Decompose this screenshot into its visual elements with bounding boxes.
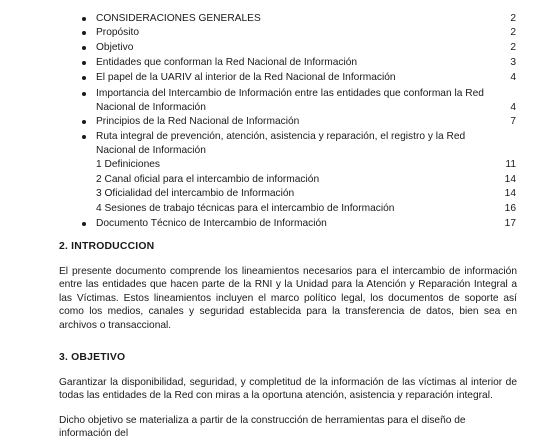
bullet-icon [82,46,86,50]
toc-item-title: Importancia del Intercambio de Información entre las entidades que conforman la Red Nacional de Información [96,88,484,113]
toc-item-title: 2 Canal oficial para el intercambio de información [96,174,320,185]
toc-item-page: 4 [510,102,516,113]
toc-item-page: 4 [510,72,516,83]
toc-item-title: CONSIDERACIONES GENERALES [96,13,261,24]
section-paragraph-continuation: Dicho objetivo se materializa a partir de la construcción de herramientas para el diseño de información del [59,415,466,440]
toc-item-title: Entidades que conforman la Red Nacional de Información [96,57,358,68]
toc-item-title: Documento Técnico de Intercambio de Información [96,218,327,229]
toc-item-title: 1 Definiciones [96,159,160,170]
toc-item-page: 14 [504,174,516,185]
bullet-icon [82,61,86,65]
toc-item-page: 16 [504,203,516,214]
bullet-icon [82,31,86,35]
bullet-icon [82,120,86,124]
toc-item-page: 17 [504,218,516,229]
toc-item-title: Propósito [96,27,140,38]
section-heading-introduccion: 2. INTRODUCCION [59,241,155,252]
toc-item-title: Objetivo [96,42,134,53]
section-paragraph-objetivo: Garantizar la disponibilidad, seguridad, y completitud de la información de las víctimas al interior de todas las entidades de la Red con miras a la oportuna atención, asistencia y reparación integral. [59,377,517,402]
toc-item-page: 11 [505,159,516,170]
toc-item-page: 14 [504,188,516,199]
bullet-icon [82,76,86,80]
toc-item-page: 7 [510,116,516,127]
toc-item-title: Ruta integral de prevención, atención, asistencia y reparación, el registro y la Red Nacional de Información [96,131,466,156]
bullet-icon [82,135,86,139]
toc-item-page: 2 [510,42,516,53]
toc-item-title: Principios de la Red Nacional de Información [96,116,300,127]
toc-item-title: 3 Oficialidad del intercambio de Información [96,188,295,199]
bullet-icon [82,17,86,21]
toc-item-page: 3 [510,57,516,68]
bullet-icon [82,92,86,96]
toc-item-title: El papel de la UARIV al interior de la Red Nacional de Información [96,72,396,83]
section-heading-objetivo: 3. OBJETIVO [59,352,126,363]
section-paragraph-introduccion: El presente documento comprende los lineamientos necesarios para el intercambio de información entre las entidades que hacen parte de la RNI y la Unidad para la Atención y Reparación Integral a las Víctimas. Estos lineamientos incluyen el marco político legal, los documentos de soporte así como los medios, canales y seguridad establecida para la transferencia de datos, bien sea en archivos o transaccional. [59,266,517,331]
toc-item-page: 2 [510,27,516,38]
bullet-icon [82,222,86,226]
toc-item-title: 4 Sesiones de trabajo técnicas para el intercambio de Información [96,203,395,214]
toc-item-page: 2 [510,13,516,24]
